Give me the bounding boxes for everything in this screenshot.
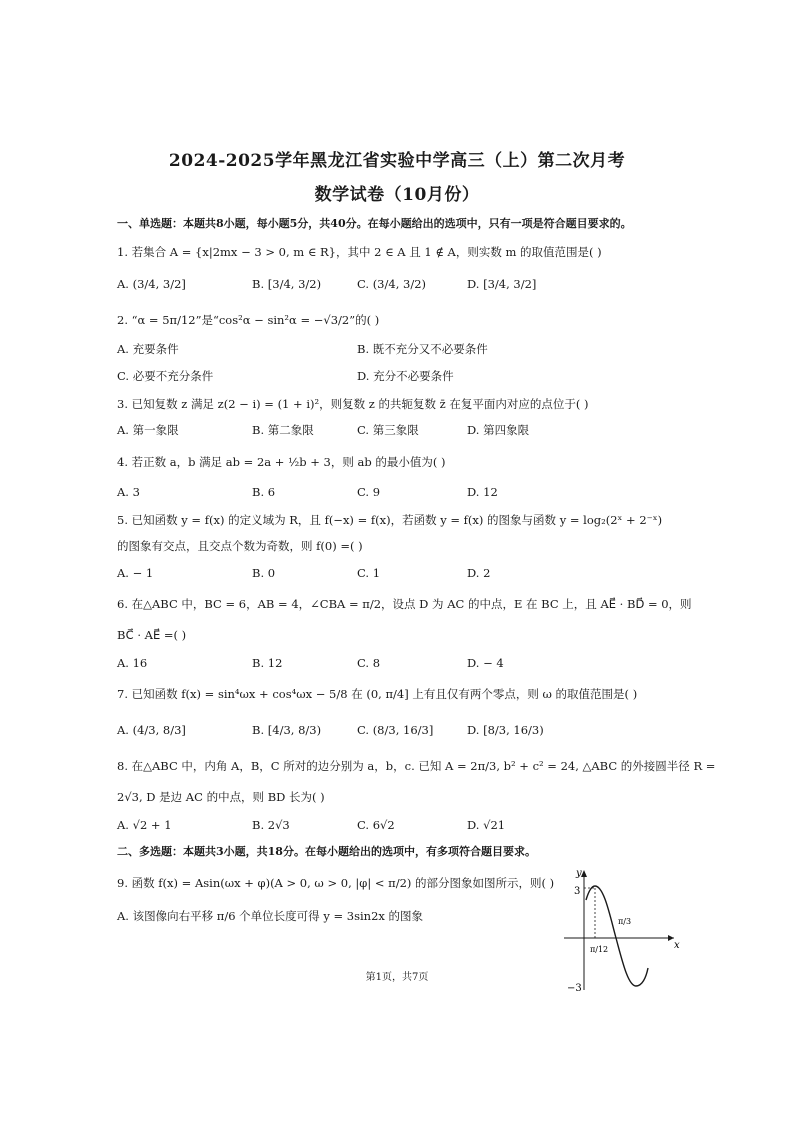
q3-option-c: C. 第三象限 — [357, 423, 419, 437]
q6-option-c: C. 8 — [357, 656, 381, 670]
q9-option-a: A. 该图像向右平移 π/6 个单位长度可得 y = 3sin2x 的图象 — [117, 909, 424, 923]
q5-option-c: C. 1 — [357, 566, 381, 580]
q8-option-d: D. √21 — [467, 818, 506, 832]
q6-option-a: A. 16 — [117, 656, 148, 670]
x1-label: π/12 — [590, 945, 609, 954]
question-6-cont: BC⃗ · AE⃗ =( ) — [117, 628, 187, 642]
q2-option-b: B. 既不充分又不必要条件 — [357, 342, 488, 356]
question-5-cont: 的图象有交点，且交点个数为奇数，则 f(0) =( ) — [117, 539, 363, 553]
q7-option-a: A. (4/3, 8/3] — [117, 723, 186, 737]
q1-option-d: D. [3/4, 3/2] — [467, 277, 537, 291]
question-8: 8. 在△ABC 中，内角 A，B，C 所对的边分别为 a，b，c. 已知 A = 2π/3, b² + c² = 24, △ABC 的外接圆半径 R = — [117, 759, 716, 773]
section-1-heading: 一、单选题：本题共8小题，每小题5分，共40分。在每小题给出的选项中，只有一项是符合题目要求的。 — [117, 217, 632, 230]
q2-option-d: D. 充分不必要条件 — [357, 369, 454, 383]
question-6: 6. 在△ABC 中，BC = 6，AB = 4，∠CBA = π/2，设点 D 为 AC 的中点，E 在 BC 上，且 AE⃗ · BD⃗ = 0，则 — [117, 597, 692, 611]
question-1: 1. 若集合 A = {x|2mx − 3 > 0, m ∈ R}，其中 2 ∈ A 且 1 ∉ A，则实数 m 的取值范围是( ) — [117, 245, 602, 259]
question-9: 9. 函数 f(x) = Asin(ωx + φ)(A > 0, ω > 0, |φ| < π/2) 的部分图象如图所示，则( ) — [117, 876, 555, 890]
page-footer: 第1页，共7页 — [365, 972, 429, 983]
q3-option-d: D. 第四象限 — [467, 423, 530, 437]
y-axis-arrow-icon — [581, 870, 587, 877]
q6-option-d: D. − 4 — [467, 656, 504, 670]
question-3: 3. 已知复数 z 满足 z(2 − i) = (1 + i)²，则复数 z 的共轭复数 z̄ 在复平面内对应的点位于( ) — [117, 397, 589, 411]
question-7: 7. 已知函数 f(x) = sin⁴ωx + cos⁴ωx − 5/8 在 (0, π/4] 上有且仅有两个零点，则 ω 的取值范围是( ) — [117, 687, 638, 701]
q4-option-d: D. 12 — [467, 485, 498, 499]
q1-option-b: B. [3/4, 3/2) — [252, 277, 322, 291]
question-8-cont: 2√3, D 是边 AC 的中点，则 BD 长为( ) — [117, 790, 325, 804]
q7-option-c: C. (8/3, 16/3] — [357, 723, 434, 737]
question-4: 4. 若正数 a，b 满足 ab = 2a + ½b + 3，则 ab 的最小值为( ) — [117, 455, 446, 469]
page-title: 2024-2025学年黑龙江省实验中学高三（上）第二次月考 — [168, 151, 626, 171]
q1-option-c: C. (3/4, 3/2) — [357, 277, 426, 291]
q7-option-d: D. [8/3, 16/3) — [467, 723, 544, 737]
question-5: 5. 已知函数 y = f(x) 的定义域为 R，且 f(−x) = f(x)，若函数 y = f(x) 的图象与函数 y = log₂(2ˣ + 2⁻ˣ) — [117, 513, 663, 527]
q5-option-b: B. 0 — [252, 566, 276, 580]
q1-option-a: A. (3/4, 3/2] — [117, 277, 186, 291]
y-min-label: −3 — [567, 983, 582, 994]
x-axis-label: x — [674, 940, 680, 951]
q5-option-a: A. − 1 — [117, 566, 154, 580]
section-2-heading: 二、多选题：本题共3小题，共18分。在每小题给出的选项中，有多项符合题目要求。 — [117, 845, 536, 858]
q7-option-b: B. [4/3, 8/3) — [252, 723, 322, 737]
question-2: 2. “α = 5π/12”是“cos²α − sin²α = −√3/2”的( ) — [117, 313, 380, 327]
q2-option-a: A. 充要条件 — [117, 342, 179, 356]
q4-option-b: B. 6 — [252, 485, 276, 499]
q5-option-d: D. 2 — [467, 566, 491, 580]
page-subtitle: 数学试卷（10月份） — [314, 185, 480, 205]
q3-option-b: B. 第二象限 — [252, 423, 314, 437]
q6-option-b: B. 12 — [252, 656, 283, 670]
y-axis-label: y — [576, 868, 582, 879]
y-max-label: 3 — [574, 886, 581, 897]
q8-option-b: B. 2√3 — [252, 818, 290, 832]
q8-option-c: C. 6√2 — [357, 818, 395, 832]
q4-option-a: A. 3 — [117, 485, 140, 499]
q3-option-a: A. 第一象限 — [117, 423, 179, 437]
x2-label: π/3 — [618, 917, 632, 926]
q8-option-a: A. √2 + 1 — [117, 818, 172, 832]
q4-option-c: C. 9 — [357, 485, 381, 499]
q2-option-c: C. 必要不充分条件 — [117, 369, 214, 383]
